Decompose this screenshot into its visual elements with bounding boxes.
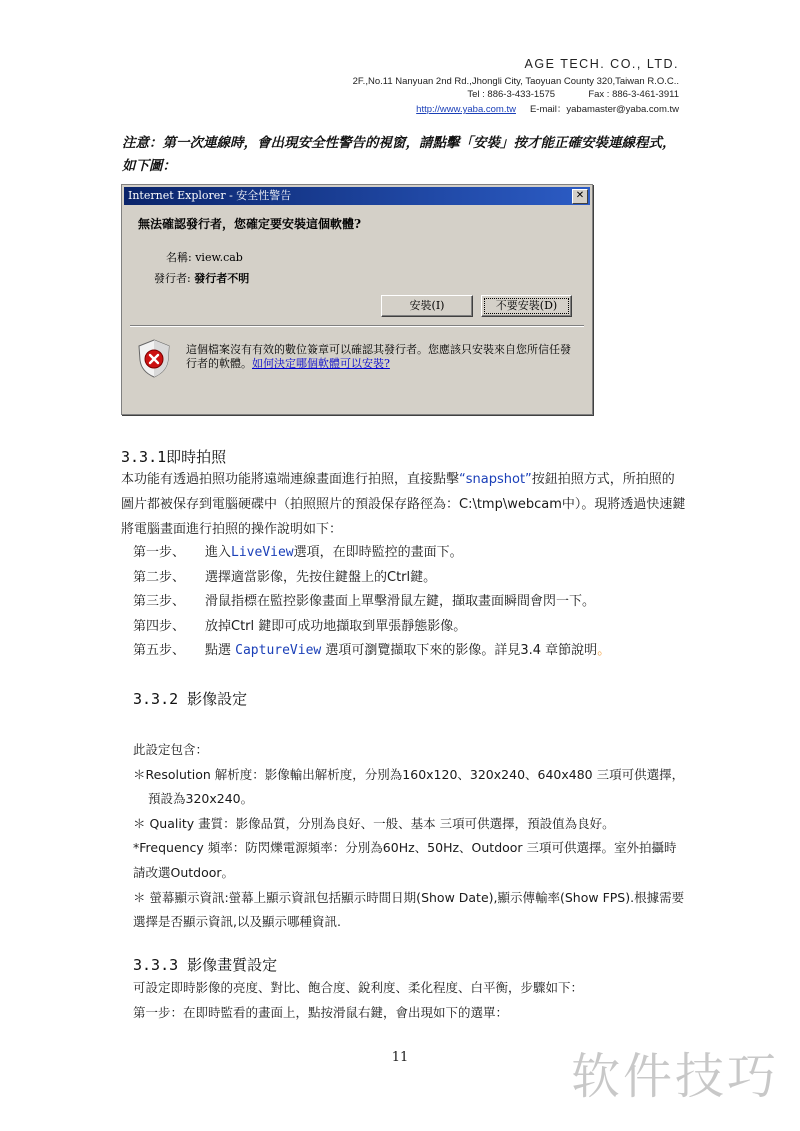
resolution-item: ＊Resolution 解析度：影像輸出解析度，分別為160x120、320x240、640x480 三項可供選擇， — [133, 766, 685, 782]
image-settings-body — [133, 738, 686, 935]
step-text: 進入LiveView選項，在即時監控的畫面下。 — [205, 545, 463, 560]
warning-text: 這個檔案沒有有效的數位簽章可以確認其發行者。您應該只安裝來自您所信任發行者的軟體。 — [186, 343, 571, 370]
note-line-1: 注意：第一次連線時，會出現安全性警告的視窗，請點擊「安裝」按才能正確安裝連線程式， — [122, 135, 676, 151]
step-item — [121, 639, 610, 664]
security-warning-dialog — [121, 184, 593, 415]
section-heading-snapshot: 3.3.1即時拍照 — [121, 448, 227, 466]
step-label: 第四步、 — [133, 618, 186, 634]
contact-web-email — [416, 101, 679, 115]
liveview-term: LiveView — [231, 545, 294, 560]
display-info-item: ＊ 螢幕顯示資訊:螢幕上顯示資訊包括顯示時間日期(Show Date),顯示傳輸率(Show FPS).根據需要選擇是否顯示資訊,以及顯示哪種資訊. — [133, 889, 685, 930]
paragraph-text-b: 按鈕拍照方式，所拍照的圖片都被保存到電腦硬碟中（拍照照片的預設保存路徑為：C:\tmp\webcam中）。現將透過快速鍵將電腦畫面進行拍照的操作說明如下： — [121, 472, 686, 537]
company-name: AGE TECH. CO., LTD. — [524, 57, 679, 71]
install-note — [122, 132, 692, 178]
dialog-title-bar[interactable] — [124, 187, 590, 205]
snapshot-paragraph — [121, 467, 686, 542]
file-name-row — [166, 249, 243, 265]
publisher-value: 發行者不明 — [194, 272, 250, 285]
install-button[interactable]: 安裝(I) — [381, 295, 473, 317]
step-item — [121, 566, 610, 591]
step-label: 第五步、 — [133, 643, 186, 658]
fax-number: Fax : 886-3-461-3911 — [588, 89, 679, 100]
quality-intro: 可設定即時影像的亮度、對比、飽合度、銳利度、柔化程度、白平衡，步驟如下： — [133, 980, 584, 995]
paragraph-text-a: 本功能有透過拍照功能將遠端連線畫面進行拍照，直接點擊 — [121, 472, 460, 487]
note-line-2: 如下圖： — [122, 158, 176, 174]
step-item — [121, 615, 610, 640]
step-label: 第三步、 — [133, 594, 186, 609]
captureview-term: CaptureView — [235, 643, 322, 658]
quality-step-1: 第一步：在即時監看的畫面上，點按滑鼠右鍵，會出現如下的選單： — [133, 1004, 509, 1020]
snapshot-quote: “snapshot” — [459, 472, 532, 487]
file-name-value: view.cab — [195, 251, 243, 264]
publisher-row — [154, 270, 249, 286]
email-address: E-mail：yabamaster@yaba.com.tw — [529, 104, 679, 115]
step-item — [121, 590, 610, 615]
file-name-label: 名稱: — [166, 251, 192, 264]
warning-help-link[interactable]: 如何決定哪個軟體可以安裝? — [252, 357, 390, 370]
dialog-divider — [130, 325, 584, 327]
page-number: 11 — [391, 1050, 409, 1065]
contact-phone-fax — [467, 89, 679, 100]
warning-message — [186, 343, 576, 371]
phone-number: Tel : 886-3-433-1575 — [467, 89, 556, 100]
frequency-item: *Frequency 頻率：防閃爍電源頻率：分別為60Hz、50Hz、Outdoor 三項可供選擇。室外拍攝時請改選Outdoor。 — [133, 840, 677, 880]
step-label: 第二步、 — [133, 569, 186, 585]
section-heading-image-quality: 3.3.3 影像畫質設定 — [133, 956, 278, 974]
step-label: 第一步、 — [133, 545, 186, 560]
section-heading-image-settings: 3.3.2 影像設定 — [133, 690, 248, 708]
step-text: 點選 CaptureView 選項可瀏覽擷取下來的影像。詳見3.4 章節說明。 — [205, 643, 611, 658]
quality-item: ＊ Quality 畫質：影像品質，分別為良好、一般、基本 三項可供選擇，預設值為良好。 — [133, 815, 615, 831]
step-text: 滑鼠指標在監控影像畫面上單擊滑鼠左鍵，擷取畫面瞬間會閃一下。 — [205, 594, 596, 609]
shield-warning-icon — [136, 338, 172, 378]
company-address: 2F.,No.11 Nanyuan 2nd Rd.,Jhongli City, Taoyuan County 320,Taiwan R.O.C.. — [352, 76, 679, 87]
close-icon[interactable]: ✕ — [572, 189, 588, 204]
resolution-default: 預設為320x240。 — [148, 791, 254, 807]
image-quality-body — [133, 976, 686, 1025]
dont-install-button[interactable]: 不要安裝(D) — [481, 295, 572, 317]
dialog-question: 無法確認發行者，您確定要安裝這個軟體? — [138, 217, 362, 231]
snapshot-steps — [121, 541, 610, 664]
watermark: 软件技巧 — [571, 1048, 780, 1105]
dialog-title: Internet Explorer - 安全性警告 — [128, 189, 292, 202]
settings-intro: 此設定包含： — [133, 742, 209, 757]
publisher-label: 發行者: — [154, 272, 191, 285]
step-text: 放掉Ctrl 鍵即可成功地擷取到單張靜態影像。 — [205, 618, 467, 634]
website-link[interactable]: http://www.yaba.com.tw — [416, 104, 516, 115]
step-text: 選擇適當影像，先按住鍵盤上的Ctrl鍵。 — [205, 569, 437, 585]
step-item — [121, 541, 610, 566]
